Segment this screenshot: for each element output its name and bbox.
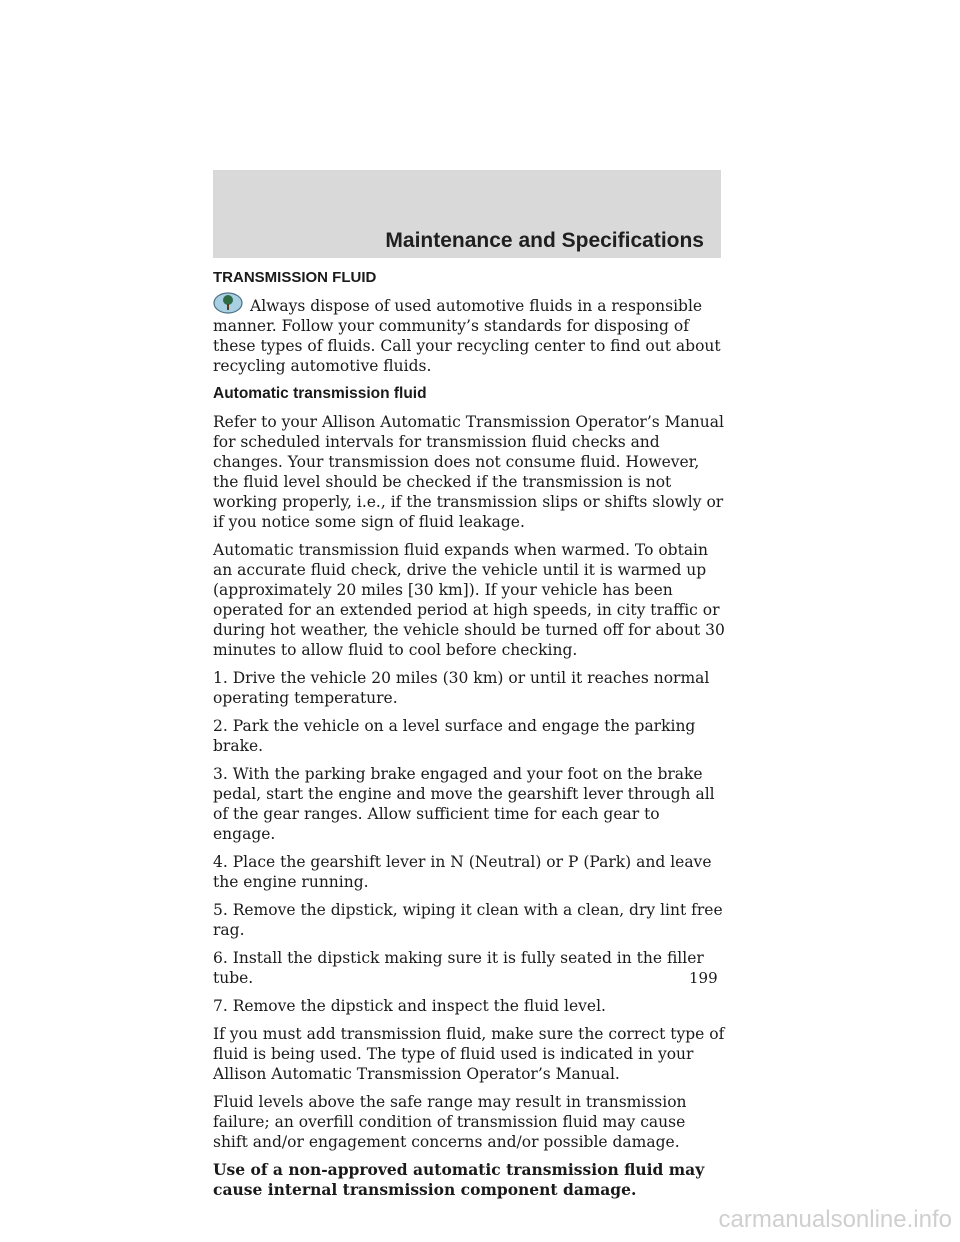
- header-band: [213, 170, 721, 258]
- recycle-note: [213, 296, 725, 376]
- step-item: 7. Remove the dipstick and inspect the fluid level.: [213, 997, 606, 1015]
- watermark[interactable]: carmanualsonline.info: [718, 1206, 952, 1233]
- main-content: [213, 268, 725, 1208]
- step-item: 3. With the parking brake engaged and your foot on the brake pedal, start the engine and move the gearshift lever through all of the gear ranges. Allow sufficient time for each gear to engage.: [213, 765, 715, 843]
- step-item: 2. Park the vehicle on a level surface and engage the parking brake.: [213, 717, 696, 755]
- paragraph: Fluid levels above the safe range may result in transmission failure; an overfill condition of transmission fluid may cause shift and/or engagement concerns and/or possible damage.: [213, 1093, 687, 1151]
- step-item: 4. Place the gearshift lever in N (Neutral) or P (Park) and leave the engine running.: [213, 853, 712, 891]
- subsection-heading: Automatic transmission fluid: [213, 385, 427, 402]
- step-item: 5. Remove the dipstick, wiping it clean with a clean, dry lint free rag.: [213, 901, 723, 939]
- paragraph: Automatic transmission fluid expands when warmed. To obtain an accurate fluid check, drive the vehicle until it is warmed up (approximately 20 miles [30 km]). If your vehicle has been operated for an extended period at high speeds, in city traffic or during hot weather, the vehicle should be turned off for about 30 minutes to allow fluid to cool before checking.: [213, 541, 725, 659]
- section-heading: TRANSMISSION FLUID: [213, 269, 377, 286]
- step-item: 6. Install the dipstick making sure it is fully seated in the filler tube.: [213, 949, 704, 987]
- section-title: Maintenance and Specifications: [385, 229, 704, 252]
- paragraph: Refer to your Allison Automatic Transmission Operator’s Manual for scheduled intervals for transmission fluid checks and changes. Your transmission does not consume fluid. However, the fluid level should be checked if the transmission is not working properly, i.e., if the transmission slips or shifts slowly or if you notice some sign of fluid leakage.: [213, 413, 724, 531]
- recycle-tree-icon: [213, 292, 243, 314]
- paragraph: If you must add transmission fluid, make sure the correct type of fluid is being used. The type of fluid used is indicated in your Allison Automatic Transmission Operator’s Manual.: [213, 1025, 725, 1083]
- page-number: 199: [689, 969, 718, 987]
- warning-note: Use of a non-approved automatic transmission fluid may cause internal transmission component damage.: [213, 1160, 705, 1199]
- recycle-note-text: Always dispose of used automotive fluids in a responsible manner. Follow your community’s standards for disposing of these types of fluids. Call your recycling center to find out about recycling automotive fluids.: [213, 297, 721, 375]
- step-item: 1. Drive the vehicle 20 miles (30 km) or until it reaches normal operating temperature.: [213, 669, 710, 707]
